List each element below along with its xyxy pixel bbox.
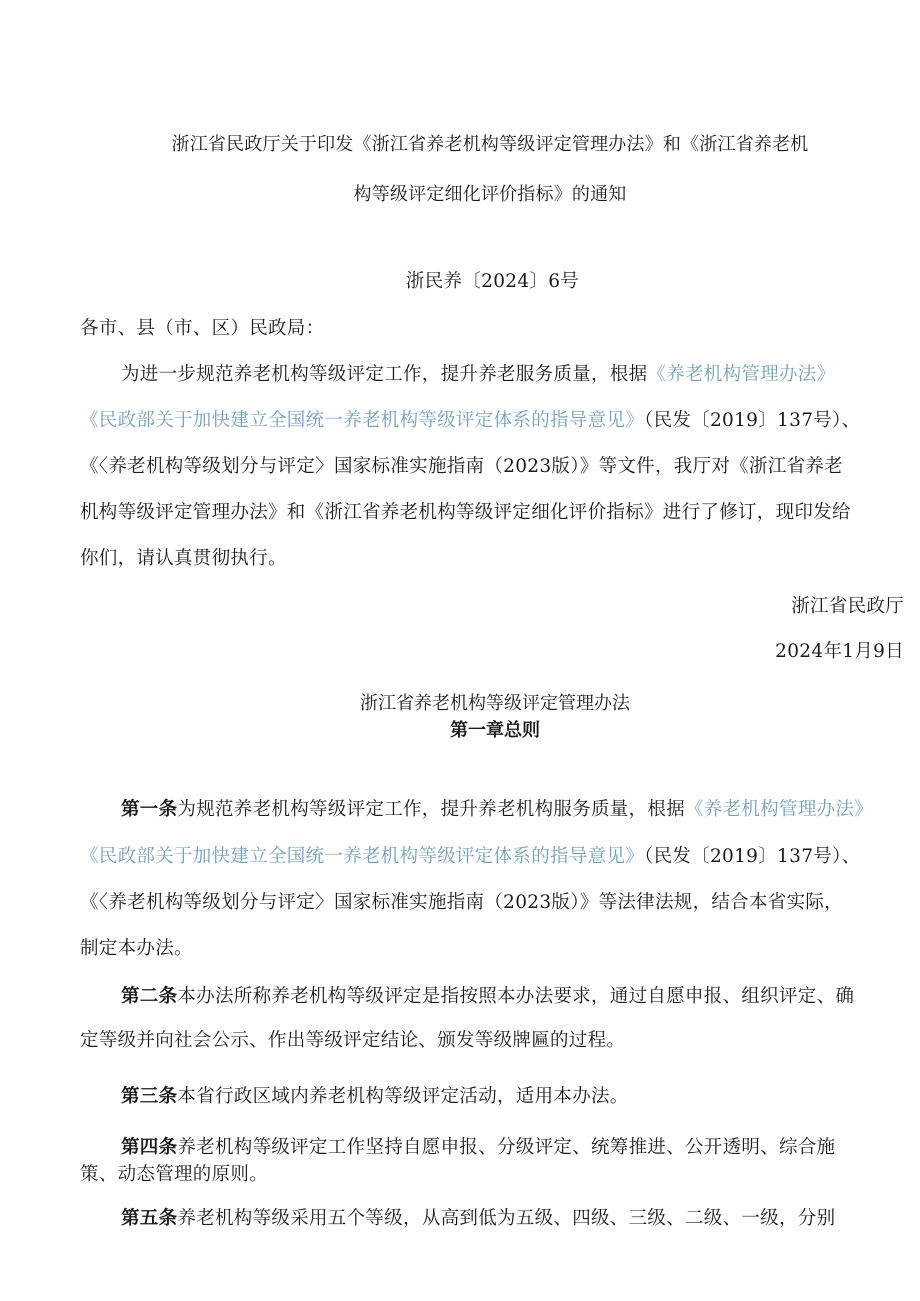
notice-paragraph-line-2 xyxy=(80,406,860,432)
article-text: 养老机构等级采用五个等级，从高到低为五级、四级、三级、二级、一级，分别 xyxy=(177,1208,836,1229)
notice-paragraph-line-1 xyxy=(121,360,835,386)
measures-title: 浙江省养老机构等级评定管理办法 xyxy=(360,693,630,714)
article-text: 本省行政区域内养老机构等级评定活动，适用本办法。 xyxy=(177,1086,629,1107)
issue-date: 2024年1月9日 xyxy=(775,641,904,662)
article-label: 第三条 xyxy=(121,1086,178,1107)
guideline-link[interactable]: 《民政部关于加快建立全国统一养老机构等级评定体系的指导意见》 xyxy=(80,846,645,867)
document-number: 浙民养〔2024〕6号 xyxy=(405,271,580,292)
guideline-link[interactable]: 《民政部关于加快建立全国统一养老机构等级评定体系的指导意见》 xyxy=(80,410,645,431)
paragraph-text: 为进一步规范养老机构等级评定工作，提升养老服务质量，根据 xyxy=(121,364,648,385)
article-text: 养老机构等级评定工作坚持自愿申报、分级评定、统筹推进、公开透明、综合施 xyxy=(177,1137,836,1158)
regulation-link[interactable]: 《养老机构管理办法》 xyxy=(685,799,874,820)
signature: 浙江省民政厅 xyxy=(791,596,904,617)
article-1-line-1 xyxy=(121,795,873,821)
notice-paragraph-line-4: 机构等级评定管理办法》和《浙江省养老机构等级评定细化评价指标》进行了修订，现印发给 xyxy=(80,502,851,523)
article-label: 第五条 xyxy=(121,1208,178,1229)
article-2-line-1 xyxy=(121,982,854,1008)
article-1-line-4: 制定本办法。 xyxy=(80,938,193,959)
article-text: （民发〔2019〕137号）、 xyxy=(644,846,861,867)
article-text: 本办法所称养老机构等级评定是指按照本办法要求，通过自愿申报、组织评定、确 xyxy=(177,986,855,1007)
notice-title-line-1: 浙江省民政厅关于印发《浙江省养老机构等级评定管理办法》和《浙江省养老机 xyxy=(171,134,809,155)
chapter-heading: 第一章总则 xyxy=(450,720,540,741)
regulation-link[interactable]: 《养老机构管理办法》 xyxy=(647,364,836,385)
article-1-line-2 xyxy=(80,842,860,868)
paragraph-text: （民发〔2019〕137号）、 xyxy=(644,410,861,431)
article-1-line-3: 《〈养老机构等级划分与评定〉国家标准实施指南（2023版）》等法律法规，结合本省实际， xyxy=(80,892,843,913)
article-4-line-1 xyxy=(121,1133,835,1159)
article-4-line-2: 策、动态管理的原则。 xyxy=(80,1164,269,1185)
article-label: 第二条 xyxy=(121,986,178,1007)
article-2-line-2: 定等级并向社会公示、作出等级评定结论、颁发等级牌匾的过程。 xyxy=(80,1030,626,1051)
article-5-line-1 xyxy=(121,1204,835,1230)
article-label: 第一条 xyxy=(121,799,178,820)
notice-paragraph-line-5: 你们，请认真贯彻执行。 xyxy=(80,548,287,569)
article-label: 第四条 xyxy=(121,1137,178,1158)
article-3-line-1 xyxy=(121,1082,629,1108)
notice-paragraph-line-3: 《〈养老机构等级划分与评定〉国家标准实施指南（2023版）》等文件，我厅对《浙江省养老 xyxy=(80,456,843,477)
notice-title-line-2: 构等级评定细化评价指标》的通知 xyxy=(353,184,627,205)
addressee: 各市、县（市、区）民政局： xyxy=(80,318,325,339)
article-text: 为规范养老机构等级评定工作，提升养老机构服务质量，根据 xyxy=(177,799,686,820)
